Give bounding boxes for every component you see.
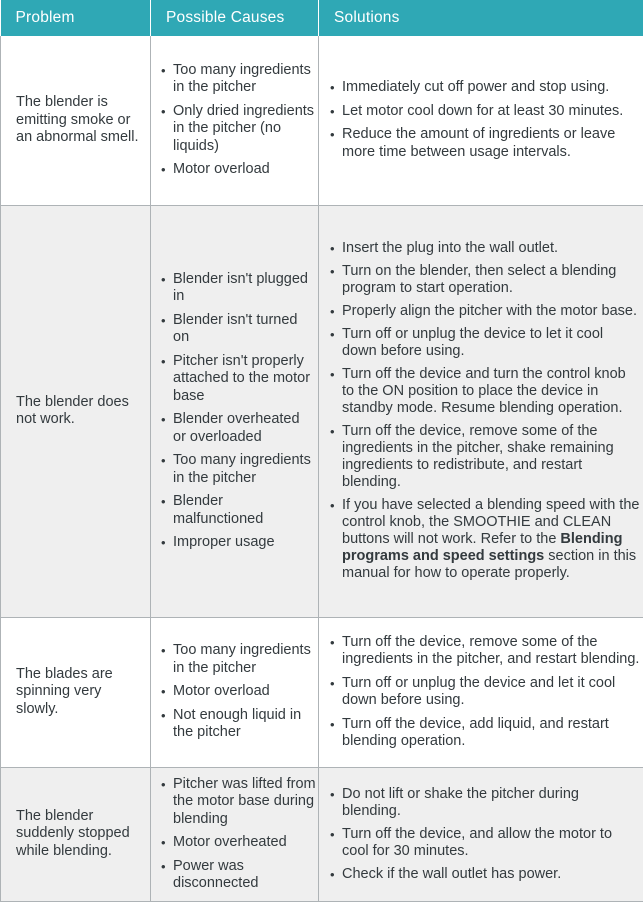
table-row	[1, 205, 643, 617]
cause-item: • Motor overload	[160, 161, 316, 179]
causes-list	[160, 62, 316, 179]
solutions-cell	[319, 617, 643, 767]
table-row	[1, 617, 643, 767]
solution-item: • Reduce the amount of ingredients or leave more time between usage intervals.	[329, 126, 640, 161]
cause-item: • Blender malfunctioned	[160, 493, 316, 528]
causes-list	[160, 642, 316, 742]
problem-cell: The blender suddenly stopped while blending.	[1, 767, 151, 901]
solution-item: • Turn off or unplug the device to let it cool down before using.	[329, 326, 640, 360]
solutions-cell	[319, 36, 643, 205]
table-row	[1, 36, 643, 205]
solution-text: section in this manual for how to operate properly.	[342, 548, 636, 581]
cause-item: • Only dried ingredients in the pitcher (no liquids)	[160, 103, 316, 156]
cause-item: • Improper usage	[160, 534, 316, 552]
solutions-list	[329, 79, 640, 161]
solution-item: • Turn off the device, and allow the motor to cool for 30 minutes.	[329, 826, 640, 860]
problem-cell: The blades are spinning very slowly.	[1, 617, 151, 767]
solution-item: • Let motor cool down for at least 30 minutes.	[329, 103, 640, 121]
solution-item: • Turn off the device and turn the control knob to the ON position to place the device in standby mode. Resume blending operation.	[329, 366, 640, 417]
cause-item: • Blender isn't turned on	[160, 312, 316, 347]
solution-item: • Do not lift or shake the pitcher during blending.	[329, 786, 640, 820]
solution-text: If you have selected a blending speed with the control knob, the SMOOTHIE and CLEAN buttons will not work. Refer to the	[342, 497, 639, 547]
solutions-cell	[319, 205, 643, 617]
solution-item: • Turn off the device, remove some of the ingredients in the pitcher, and restart blending.	[329, 634, 640, 669]
cause-item: • Too many ingredients in the pitcher	[160, 452, 316, 487]
cause-item: • Too many ingredients in the pitcher	[160, 642, 316, 677]
header-causes: Possible Causes	[151, 0, 319, 36]
header-problem: Problem	[1, 0, 151, 36]
solution-item: • Check if the wall outlet has power.	[329, 866, 640, 883]
cause-item: • Blender isn't plugged in	[160, 271, 316, 306]
problem-cell: The blender does not work.	[1, 205, 151, 617]
causes-cell	[151, 767, 319, 901]
section-reference: Blending programs and speed settings	[342, 531, 622, 564]
solutions-cell	[319, 767, 643, 901]
solution-item: • Turn on the blender, then select a blending program to start operation.	[329, 263, 640, 297]
cause-item: • Too many ingredients in the pitcher	[160, 62, 316, 97]
solution-item: • Immediately cut off power and stop using.	[329, 79, 640, 97]
cause-item: • Pitcher isn't properly attached to the motor base	[160, 353, 316, 406]
solution-item: • Turn off or unplug the device and let it cool down before using.	[329, 675, 640, 710]
cause-item: • Motor overheated	[160, 834, 316, 852]
causes-cell	[151, 36, 319, 205]
cause-item: • Power was disconnected	[160, 858, 316, 893]
solution-item: • Properly align the pitcher with the motor base.	[329, 303, 640, 320]
solutions-list	[329, 240, 640, 582]
causes-list	[160, 271, 316, 552]
cause-item: • Blender overheated or overloaded	[160, 411, 316, 446]
cause-item: • Motor overload	[160, 683, 316, 701]
cause-item: • Not enough liquid in the pitcher	[160, 707, 316, 742]
header-solutions: Solutions	[319, 0, 643, 36]
solutions-list	[329, 786, 640, 883]
header-row	[1, 0, 643, 36]
solution-item: • Turn off the device, remove some of the ingredients in the pitcher, shake remaining ingredients to redistribute, and restart blending.	[329, 423, 640, 491]
solutions-list	[329, 634, 640, 751]
problem-cell: The blender is emitting smoke or an abnormal smell.	[1, 36, 151, 205]
table-row	[1, 767, 643, 901]
causes-list	[160, 776, 316, 893]
cause-item: • Pitcher was lifted from the motor base during blending	[160, 776, 316, 829]
causes-cell	[151, 617, 319, 767]
solution-item	[329, 497, 640, 582]
solution-item: • Turn off the device, add liquid, and restart blending operation.	[329, 716, 640, 751]
solution-item: • Insert the plug into the wall outlet.	[329, 240, 640, 257]
causes-cell	[151, 205, 319, 617]
